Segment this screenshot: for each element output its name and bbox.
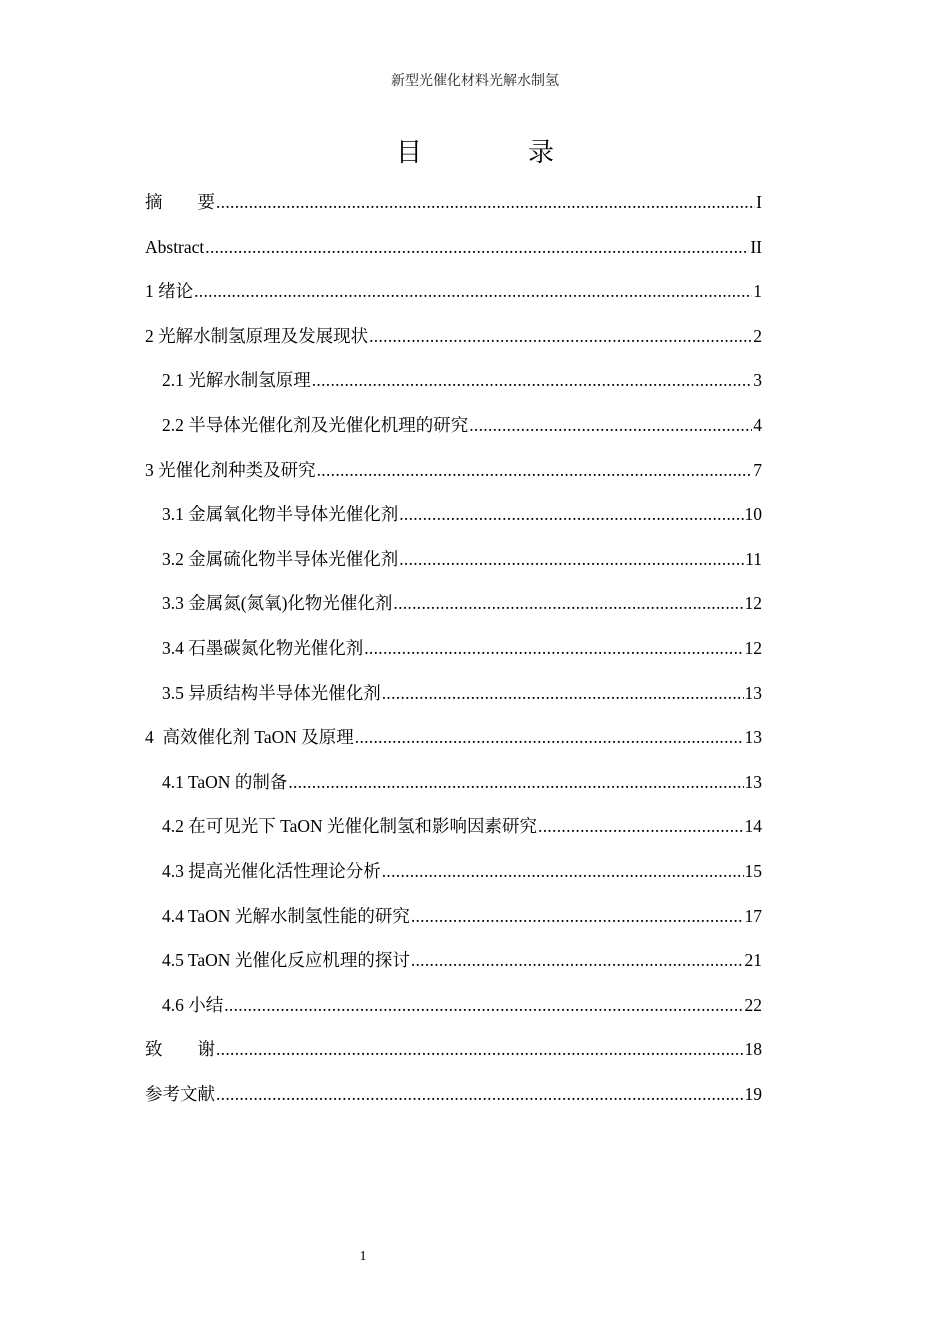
toc-dot-leader [369,324,752,348]
toc-entry-label: 参考文献 [145,1083,215,1104]
toc-entry-label: 4 高效催化剂 TaON 及原理 [145,727,354,748]
toc-entry-label: 4.4 TaON 光解水制氢性能的研究 [162,905,410,926]
toc-dot-leader [382,681,744,705]
toc-entry-page: 4 [753,414,762,435]
toc-dot-leader [224,993,743,1017]
toc-entry-label: 3.1 金属氧化物半导体光催化剂 [162,504,399,525]
toc-dot-leader [469,413,752,437]
toc-entry-label: 3.3 金属氮(氮氧)化物光催化剂 [162,593,393,614]
toc-entry-section-4-4[interactable] [145,904,762,949]
running-header: 新型光催化材料光解水制氢 [391,74,559,89]
toc-entry-page: 11 [745,548,762,569]
toc-entry-section-4-1[interactable] [145,770,762,815]
toc-entry-acknowledgements[interactable] [145,1037,762,1082]
toc-entry-label: 3.5 异质结构半导体光催化剂 [162,682,381,703]
toc-entry-label: 1 绪论 [145,281,194,302]
toc-entry-label: 摘 要 [145,192,215,212]
toc-entry-label: 4.5 TaON 光催化反应机理的探讨 [162,950,410,971]
toc-entry-label: 3 光催化剂种类及研究 [145,459,316,480]
toc-entry-page: 14 [744,816,762,837]
toc-entry-label: 致 谢 [145,1039,215,1060]
toc-entry-label: 4.3 提高光催化活性理论分析 [162,860,381,881]
toc-entry-page: 15 [744,860,762,881]
toc-entry-page: 21 [744,950,762,971]
toc-entry-chapter-2[interactable] [145,324,762,369]
toc-entry-section-4-3[interactable] [145,859,762,904]
toc-dot-leader [382,859,744,883]
toc-dot-leader [538,814,743,838]
toc-entry-label: Abstract [145,236,205,257]
toc-dot-leader [364,636,743,660]
toc-dot-leader [355,725,744,749]
toc-entry-page: 13 [744,727,762,748]
toc-entry-label: 2.2 半导体光催化剂及光催化机理的研究 [162,414,469,435]
toc-dot-leader [411,948,744,972]
toc-entry-page: 13 [744,682,762,703]
toc-entry-page: 10 [744,504,762,525]
toc-entry-page: 1 [753,281,762,302]
toc-entry-chapter-3[interactable] [145,458,762,503]
toc-dot-leader [411,904,744,928]
toc-dot-leader [216,190,755,214]
toc-entry-label: 4.1 TaON 的制备 [162,771,288,792]
toc-entry-section-4-2[interactable] [145,814,762,859]
toc-entry-page: 18 [744,1039,762,1060]
toc-entry-section-3-1[interactable] [145,502,762,547]
toc-entry-label: 4.6 小结 [162,994,224,1015]
toc-dot-leader [194,279,752,303]
toc-entry-chapter-4[interactable] [145,725,762,770]
toc-entry-chapter-1[interactable] [145,279,762,324]
toc-dot-leader [317,458,753,482]
toc-entry-page: 12 [744,637,762,658]
toc-entry-label: 2 光解水制氢原理及发展现状 [145,325,369,346]
toc-entry-label: 2.1 光解水制氢原理 [162,370,311,391]
toc-entry-section-4-6[interactable] [145,993,762,1038]
toc-dot-leader [288,770,743,794]
toc-entry-section-2-2[interactable] [145,413,762,458]
toc-entry-label: 4.2 在可见光下 TaON 光催化制氢和影响因素研究 [162,816,538,837]
toc-entry-page: 12 [744,593,762,614]
toc-entry-section-3-5[interactable] [145,681,762,726]
toc-dot-leader [393,591,743,615]
toc-entry-section-4-5[interactable] [145,948,762,993]
toc-dot-leader [216,1082,744,1106]
toc-dot-leader [205,235,749,259]
toc-entry-page: 2 [753,325,762,346]
toc-entry-references[interactable] [145,1082,762,1127]
toc-dot-leader [399,502,743,526]
toc-entry-section-3-3[interactable] [145,591,762,636]
toc-dot-leader [312,368,753,392]
page-number: 1 [359,1249,367,1264]
toc-entry-page: 17 [744,905,762,926]
toc-entry-section-3-2[interactable] [145,547,762,592]
toc-entry-page: 22 [744,994,762,1015]
toc-entry-section-2-1[interactable] [145,368,762,413]
toc-entry-page: 3 [753,370,762,391]
toc-dot-leader [399,547,744,571]
toc-entry-label: 3.2 金属硫化物半导体光催化剂 [162,548,399,569]
toc-entry-page: II [750,236,762,257]
toc-entry-page: 7 [753,459,762,480]
toc-entry-page: I [756,192,762,212]
toc-dot-leader [216,1037,744,1061]
toc-entry-abstract-cn[interactable] [145,190,762,235]
toc-entry-abstract-en[interactable] [145,235,762,280]
table-of-contents [145,190,762,1126]
toc-entry-page: 13 [744,771,762,792]
toc-entry-page: 19 [744,1083,762,1104]
toc-entry-section-3-4[interactable] [145,636,762,681]
toc-entry-label: 3.4 石墨碳氮化物光催化剂 [162,637,364,658]
toc-title: 目 录 [395,138,594,167]
